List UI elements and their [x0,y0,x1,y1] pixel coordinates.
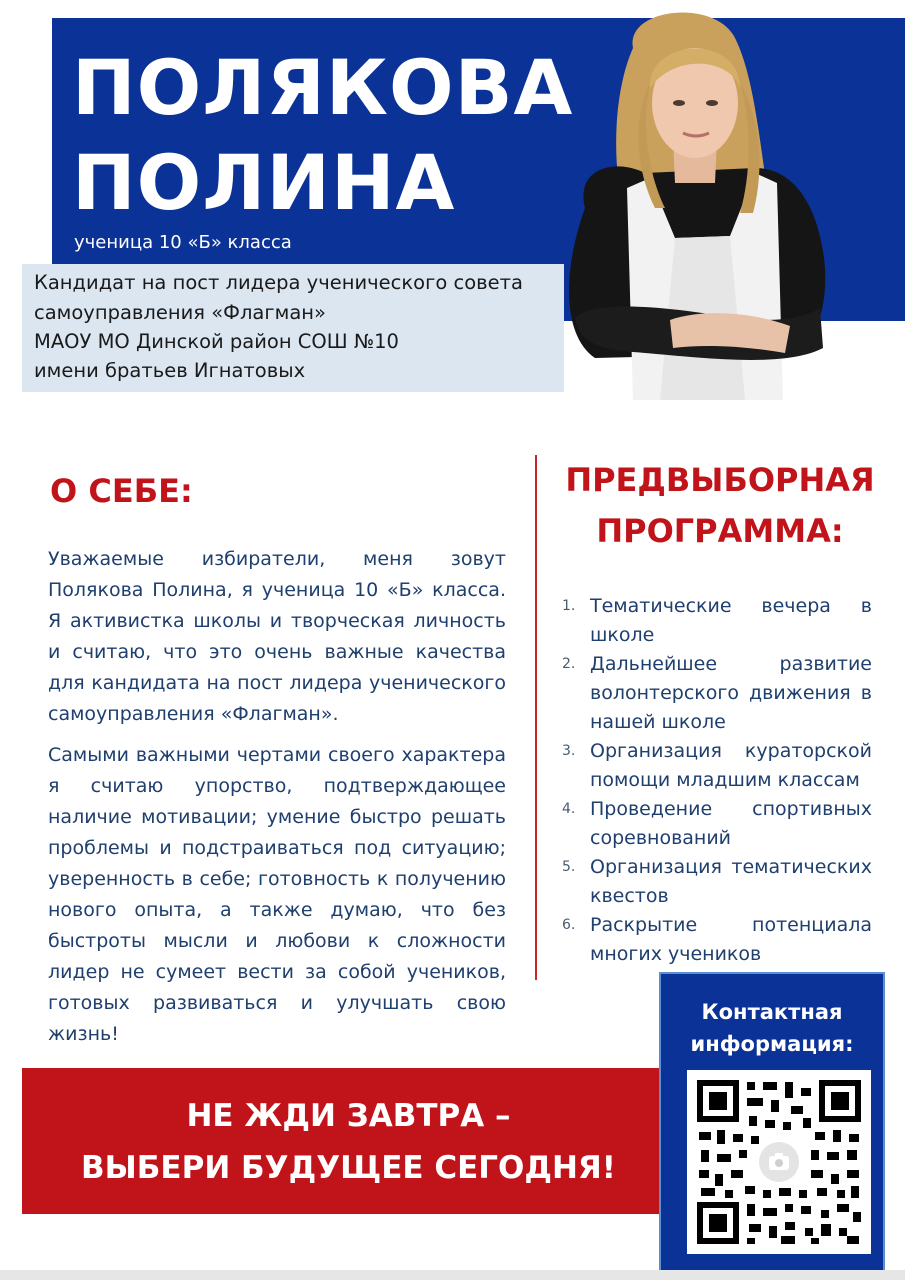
slogan-banner [22,1068,675,1214]
about-text [48,544,506,1060]
program-item [560,795,872,853]
program-item-text: Организация кураторской помощи младшим классам [590,740,872,791]
qr-code[interactable] [687,1070,871,1254]
program-item [560,650,872,737]
candidate-info-line: имени братьев Игнатовых [34,359,306,382]
candidate-first-name: ПОЛИНА [72,138,456,227]
program-item [560,911,872,969]
program-item [560,592,872,650]
program-item-text: Тематические вечера в школе [590,595,872,646]
about-paragraph: Уважаемые избиратели, меня зовут Полякова Полина, я ученица 10 «Б» класса. Я активистка школы и творческая личность и считаю, что это очень важные качества для кандидата на пост лидера ученического самоуправления «Флагман». [48,548,506,725]
column-divider [535,455,537,980]
candidate-info-line: самоуправления «Флагман» [34,301,326,324]
program-item [560,853,872,911]
program-item-number: 5. [562,859,576,875]
program-heading [560,455,880,557]
about-heading: О СЕБЕ: [50,472,193,510]
program-heading-line: ПРЕДВЫБОРНАЯ [565,461,875,499]
candidate-surname: ПОЛЯКОВА [72,43,574,132]
program-item-text: Организация тематических квестов [590,856,872,907]
program-item-text: Проведение спортивных соревнований [590,798,872,849]
contact-title [661,996,883,1060]
candidate-info-line: МАОУ МО Динской район СОШ №10 [34,330,399,353]
contact-title-line: информация: [690,1032,854,1056]
candidate-info-line: Кандидат на пост лидера ученического совета [34,271,523,294]
program-item-text: Дальнейшее развитие волонтерского движения в нашей школе [590,653,872,733]
program-list [560,592,872,969]
program-item-number: 2. [562,656,576,672]
slogan-line: ВЫБЕРИ БУДУЩЕЕ СЕГОДНЯ! [81,1150,616,1186]
program-heading-line: ПРОГРАММА: [596,512,844,550]
contact-box [659,972,885,1272]
about-paragraph: Самыми важными чертами своего характера я считаю упорство, подтверждающее наличие мотивации; умение быстро решать проблемы и подстраиваться под ситуацию; уверенность в себе; готовность к получению нового опыта, а также думаю, что без быстроты мысли и любови к сложности лидер не сумеет вести за собой учеников, готовых развиваться и улучшать свою жизнь! [48,744,506,1045]
program-item-number: 6. [562,917,576,933]
program-item-text: Раскрытие потенциала многих учеников [590,914,872,965]
class-line: ученица 10 «Б» класса [74,232,292,253]
candidate-photo [555,8,830,400]
program-item-number: 4. [562,801,576,817]
bottom-strip [0,1270,905,1280]
program-item-number: 3. [562,743,576,759]
program-item-number: 1. [562,598,576,614]
program-item [560,737,872,795]
contact-title-line: Контактная [701,1000,843,1024]
slogan-line: НЕ ЖДИ ЗАВТРА – [186,1098,511,1134]
